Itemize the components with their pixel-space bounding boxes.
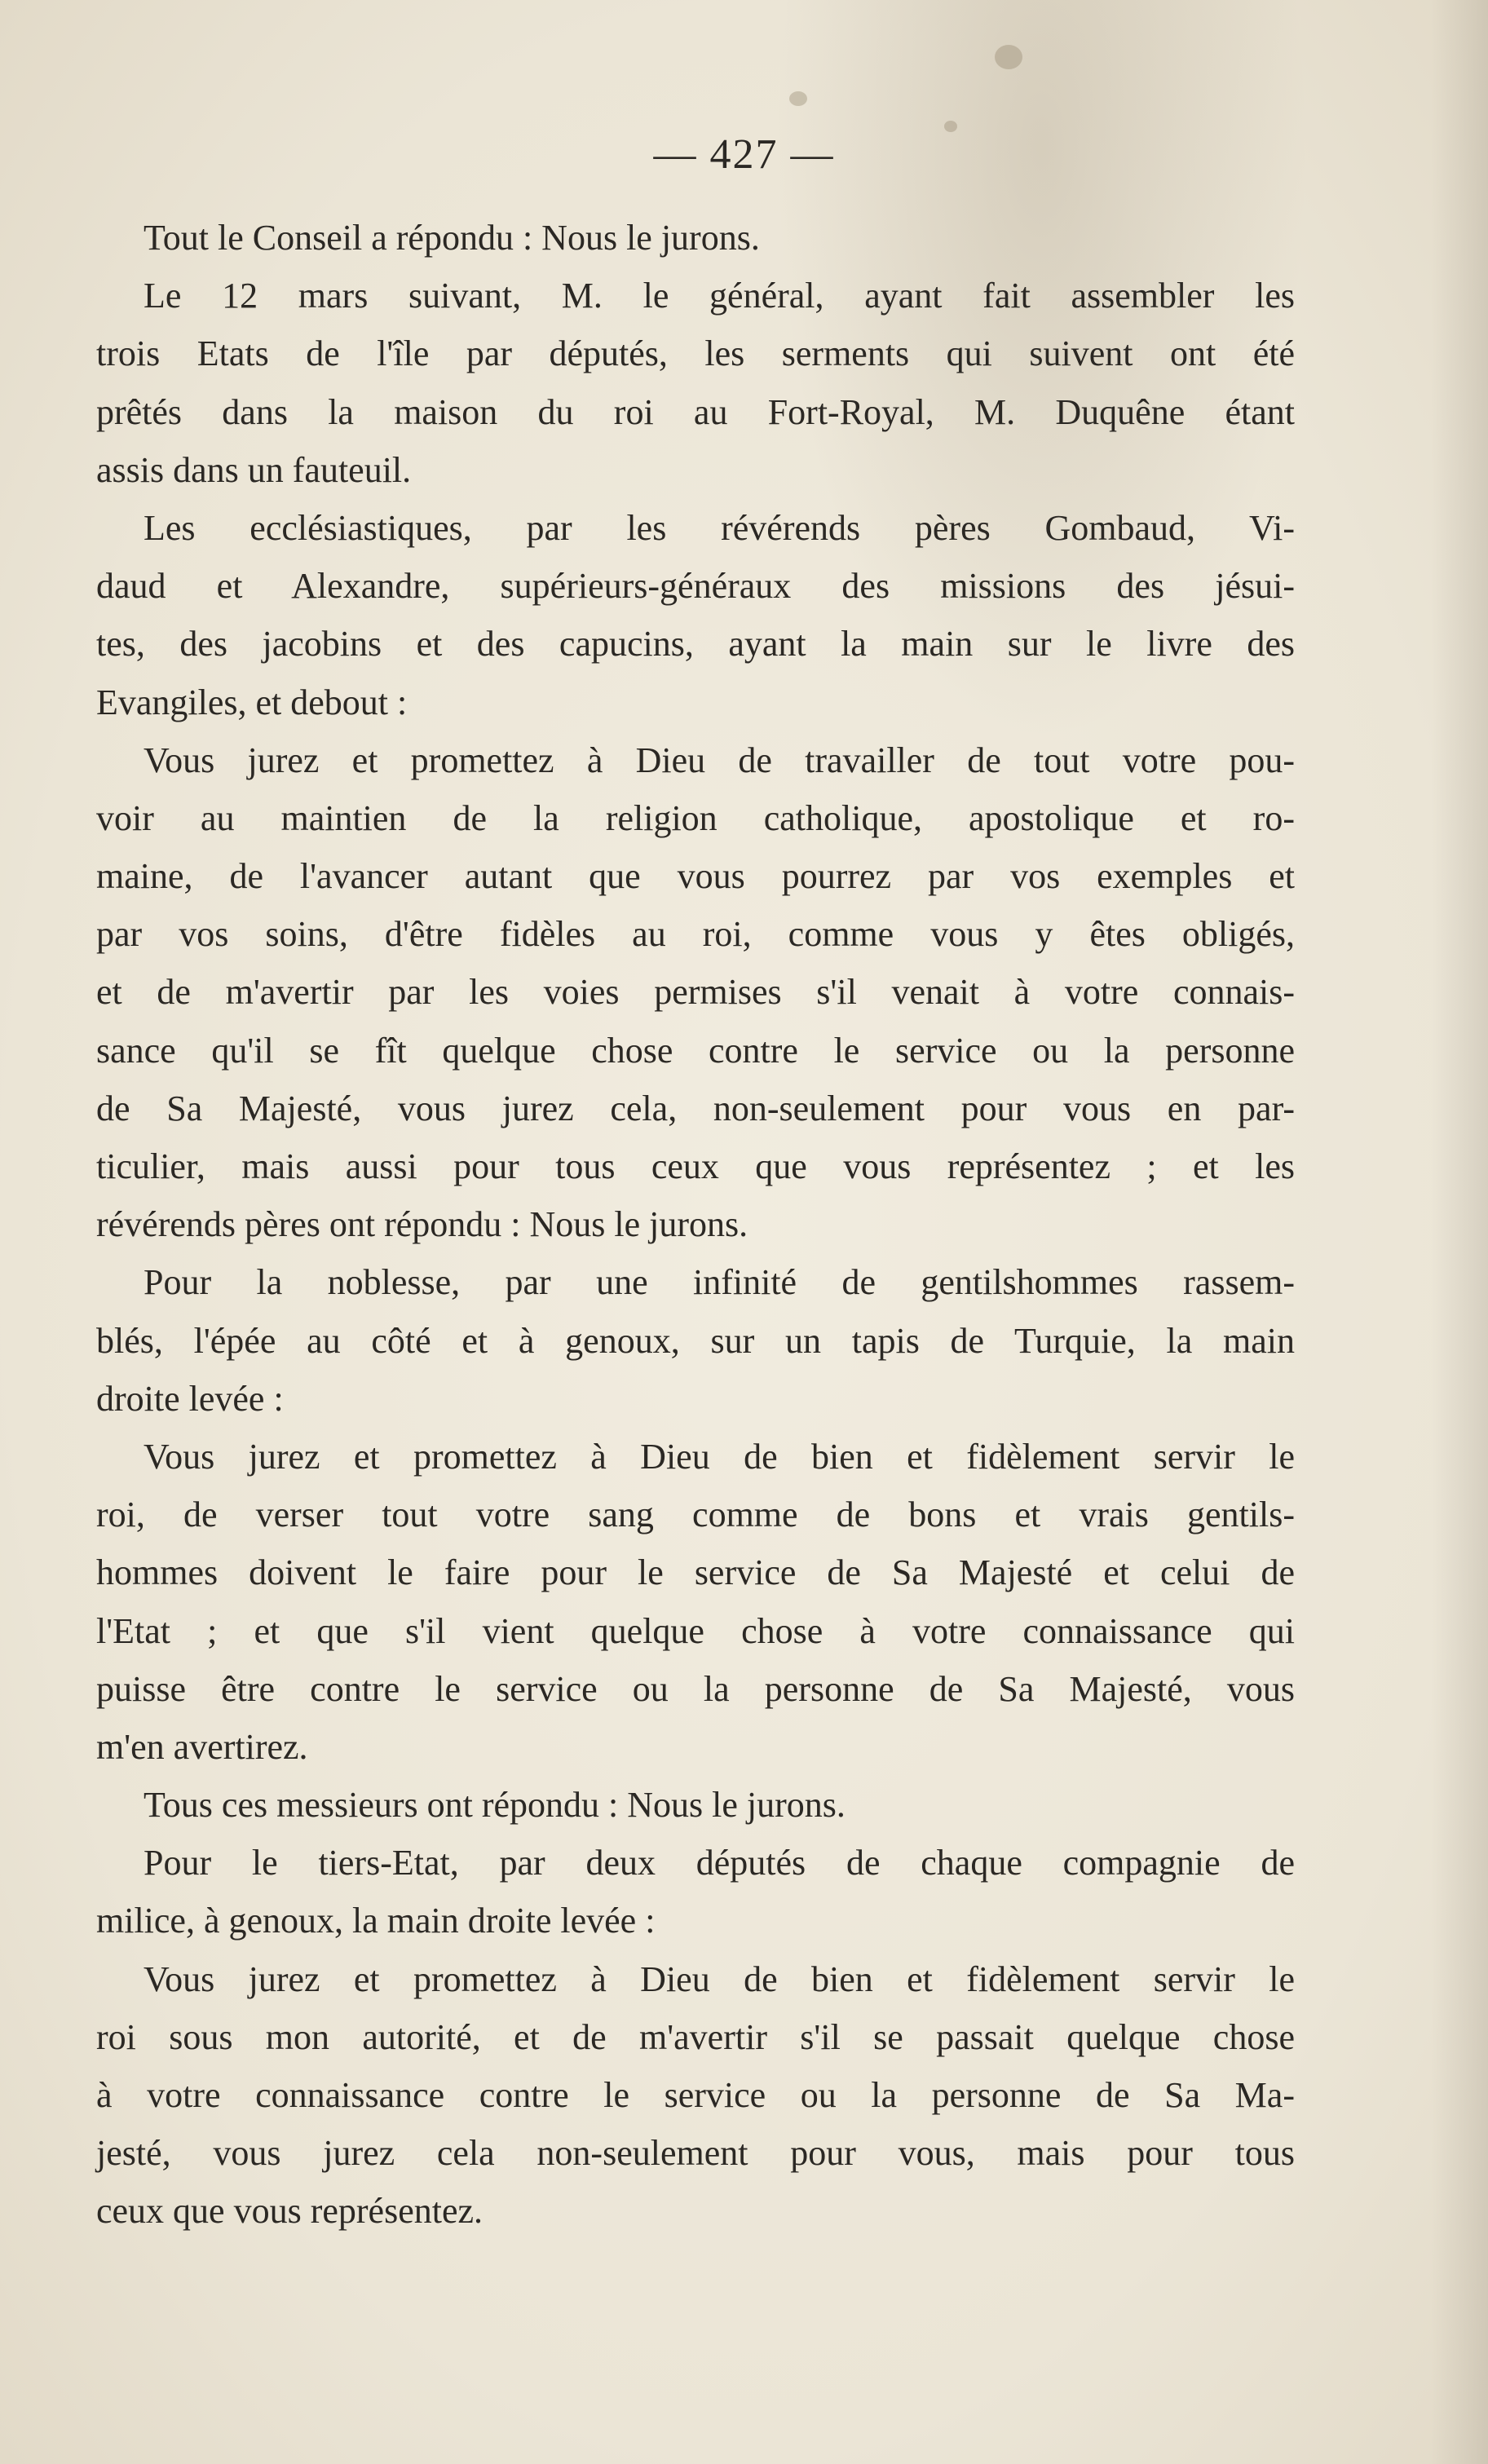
text-line: par vos soins, d'être fidèles au roi, comme vous y êtes obligés, <box>96 914 1295 955</box>
text-line: à votre connaissance contre le service ou la personne de Sa Ma- <box>96 2075 1295 2115</box>
ink-stain <box>995 45 1022 69</box>
text-line: roi sous mon autorité, et de m'avertir s'il se passait quelque chose <box>96 2016 1295 2057</box>
text-line: ticulier, mais aussi pour tous ceux que vous représentez ; et les <box>96 1146 1295 1186</box>
text-line: et de m'avertir par les voies permises s'il venait à votre connais- <box>96 972 1295 1013</box>
body-text <box>96 209 1295 2241</box>
text-line: puisse être contre le service ou la personne de Sa Majesté, vous <box>96 1668 1295 1709</box>
text-line: l'Etat ; et que s'il vient quelque chose à votre connaissance qui <box>96 1610 1295 1651</box>
text-line: Le 12 mars suivant, M. le général, ayant fait assembler les <box>144 276 1295 316</box>
text-line: Evangiles, et debout : <box>96 682 408 722</box>
text-line: m'en avertirez. <box>96 1726 308 1767</box>
text-line: milice, à genoux, la main droite levée : <box>96 1901 656 1941</box>
text-line: sance qu'il se fît quelque chose contre le service ou la personne <box>96 1030 1295 1071</box>
page-number: — 427 — <box>653 131 835 178</box>
text-line: de Sa Majesté, vous jurez cela, non-seulement pour vous en par- <box>96 1088 1295 1128</box>
text-line: Vous jurez et promettez à Dieu de bien et fidèlement servir le <box>144 1958 1295 1999</box>
text-line: prêtés dans la maison du roi au Fort-Royal, M. Duquêne étant <box>96 391 1295 432</box>
text-line: ceux que vous représentez. <box>96 2191 483 2232</box>
page-gutter-shadow <box>1431 0 1488 2464</box>
text-line: droite levée : <box>96 1378 284 1419</box>
text-line: hommes doivent le faire pour le service de Sa Majesté et celui de <box>96 1552 1295 1593</box>
text-line: assis dans un fauteuil. <box>96 449 412 490</box>
text-line: voir au maintien de la religion catholique, apostolique et ro- <box>96 797 1295 838</box>
text-line: jesté, vous jurez cela non-seulement pour vous, mais pour tous <box>96 2133 1295 2174</box>
text-line: tes, des jacobins et des capucins, ayant la main sur le livre des <box>96 624 1295 665</box>
text-line: Pour la noblesse, par une infinité de gentilshommes rassem- <box>144 1262 1295 1303</box>
text-line: roi, de verser tout votre sang comme de bons et vrais gentils- <box>96 1495 1295 1535</box>
text-line: Vous jurez et promettez à Dieu de bien et fidèlement servir le <box>144 1436 1295 1477</box>
text-line: Les ecclésiastiques, par les révérends pères Gombaud, Vi- <box>144 507 1295 548</box>
text-line: révérends pères ont répondu : Nous le jurons. <box>96 1204 748 1245</box>
text-line: maine, de l'avancer autant que vous pourrez par vos exemples et <box>96 856 1295 897</box>
text-line: Vous jurez et promettez à Dieu de travailler de tout votre pou- <box>144 740 1295 780</box>
text-line: Tout le Conseil a répondu : Nous le jurons. <box>144 218 760 258</box>
text-line: daud et Alexandre, supérieurs-généraux des missions des jésui- <box>96 566 1295 607</box>
ink-stain <box>789 91 807 106</box>
text-line: blés, l'épée au côté et à genoux, sur un tapis de Turquie, la main <box>96 1320 1295 1361</box>
text-line: trois Etats de l'île par députés, les serments qui suivent ont été <box>96 333 1295 374</box>
text-line: Pour le tiers-Etat, par deux députés de chaque compagnie de <box>144 1843 1295 1883</box>
text-line: Tous ces messieurs ont répondu : Nous le jurons. <box>144 1785 846 1826</box>
